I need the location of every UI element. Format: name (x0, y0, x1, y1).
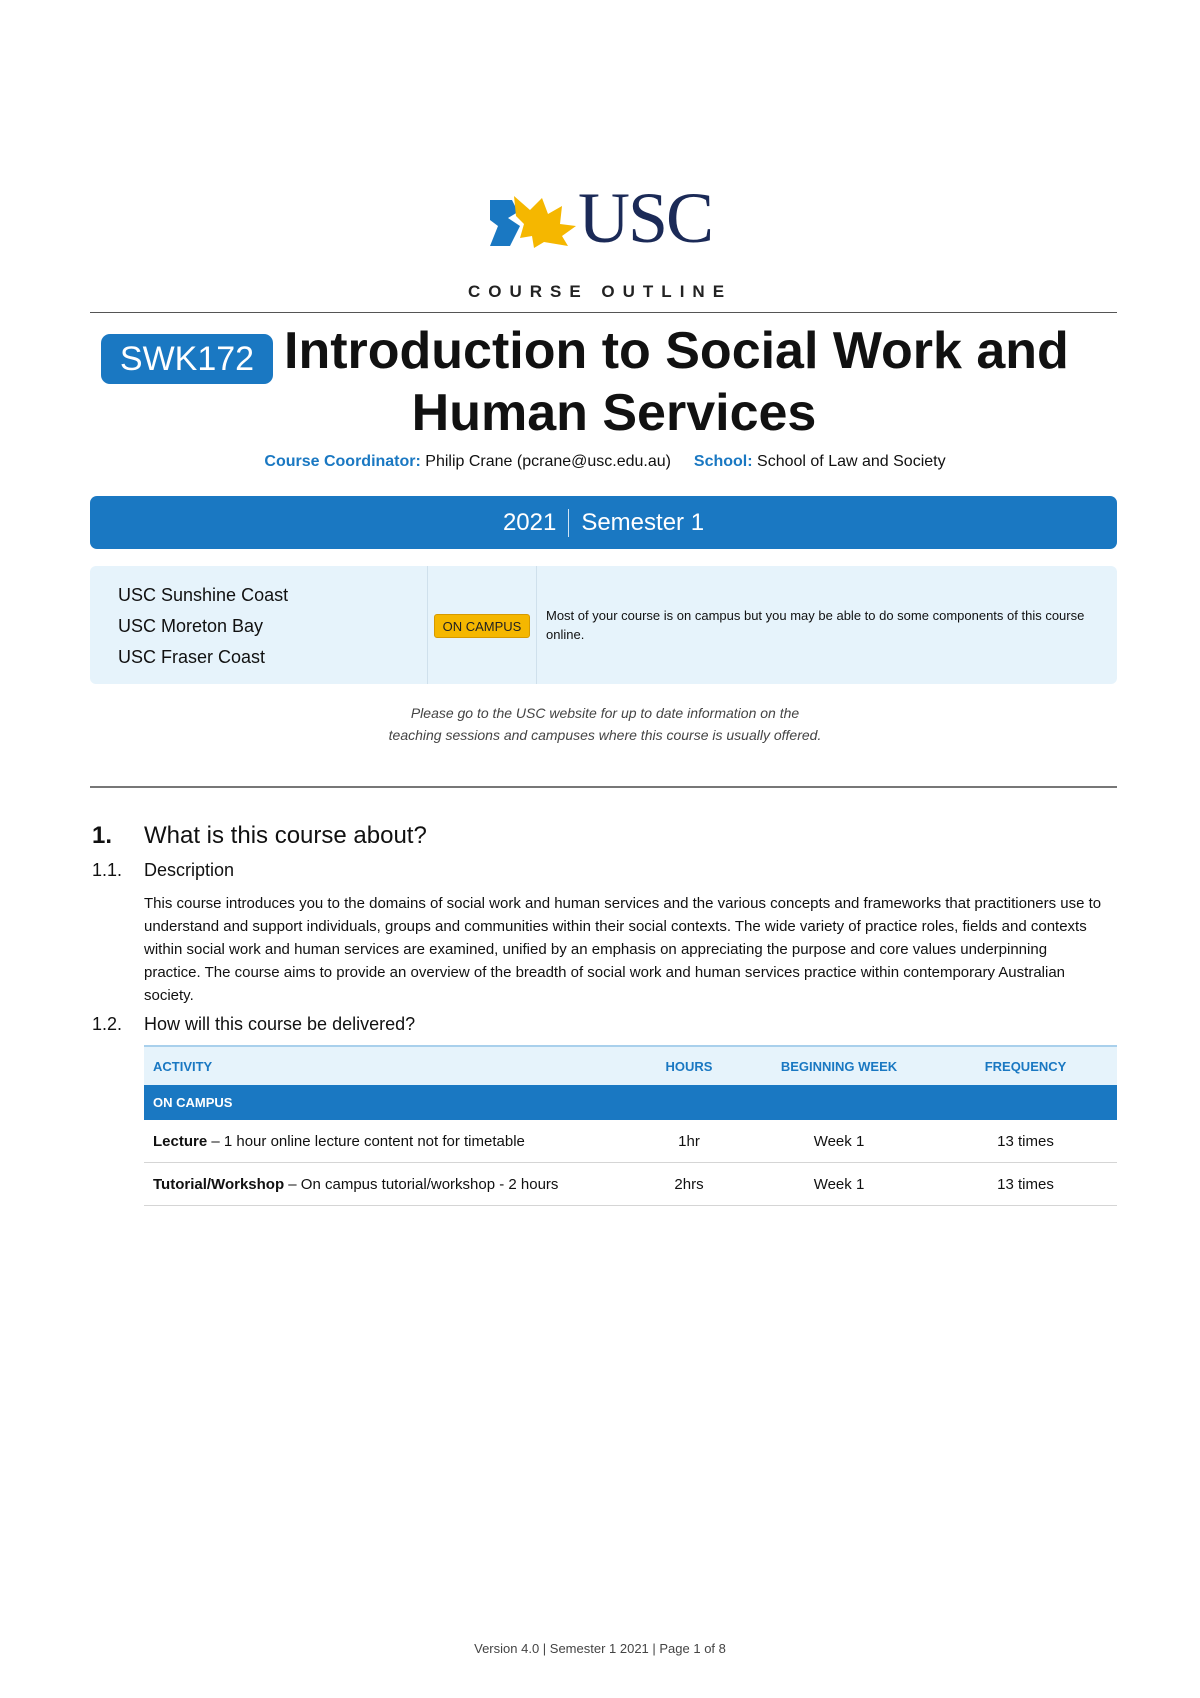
divider (427, 566, 428, 684)
school-value: School of Law and Society (757, 453, 946, 470)
on-campus-badge: ON CAMPUS (434, 614, 530, 638)
hours-cell: 2hrs (674, 1175, 704, 1193)
week-cell: Week 1 (813, 1175, 865, 1193)
website-note (0, 702, 1200, 746)
website-note-line2: teaching sessions and campuses where this course is usually offered. (388, 727, 822, 743)
campus-list (118, 580, 288, 673)
course-title (284, 320, 1134, 444)
activity-detail: – 1 hour online lecture content not for timetable (207, 1132, 525, 1150)
coordinator-value[interactable]: Philip Crane (pcrane@usc.edu.au) (425, 453, 671, 470)
section-number: 1. (92, 822, 113, 849)
hours-cell: 1hr (678, 1132, 700, 1150)
course-outline-label: COURSE OUTLINE (467, 282, 733, 301)
section-title: What is this course about? (144, 822, 427, 849)
table-group-row: ON CAMPUS (144, 1085, 1117, 1120)
divider (536, 566, 537, 684)
delivery-table (144, 1045, 1117, 1206)
table-row (144, 1163, 1117, 1206)
frequency-cell: 13 times (997, 1132, 1054, 1150)
campus-item: USC Moreton Bay (118, 616, 264, 636)
usc-logo-icon (490, 196, 578, 248)
table-header (144, 1045, 1117, 1085)
activity-cell (144, 1176, 634, 1193)
course-description: This course introduces you to the domains of social work and human services and the various concepts and frameworks that practitioners use to understand and support individuals, groups and communities within their social contexts. The wide variety of practice roles, fields and contexts within social work and human services are examined, unified by an emphasis on appreciating the purpose and core values underpinning practice. The course aims to provide an overview of the breadth of social work and human services practice within contemporary Australian society. (144, 895, 1102, 1004)
header-hours: HOURS (665, 1058, 713, 1074)
course-code-badge: SWK172 (101, 334, 273, 384)
subsection-number: 1.2. (92, 1014, 123, 1034)
week-cell: Week 1 (813, 1132, 865, 1150)
header-activity: ACTIVITY (153, 1058, 213, 1074)
campus-item: USC Fraser Coast (118, 647, 266, 667)
header-beginning-week: BEGINNING WEEK (780, 1058, 898, 1074)
frequency-cell: 13 times (997, 1175, 1054, 1193)
semester-term: Semester 1 (581, 508, 705, 536)
semester-year: 2021 (502, 508, 557, 536)
page-footer: Version 4.0 | Semester 1 2021 | Page 1 of 8 (474, 1641, 726, 1656)
divider (90, 786, 1117, 788)
activity-cell (144, 1133, 634, 1150)
divider (90, 312, 1117, 313)
course-title-line1: Introduction to Social Work and (284, 322, 1069, 380)
subsection-title: Description (144, 860, 235, 880)
coordinator-label: Course Coordinator: (264, 453, 421, 470)
campus-item: USC Sunshine Coast (118, 585, 289, 605)
subsection-heading (92, 860, 234, 881)
subsection-heading (92, 1014, 415, 1035)
delivery-mode-note: Most of your course is on campus but you may be able to do some components of this course online. (546, 608, 1085, 642)
usc-logo-text: USC (578, 178, 713, 258)
semester-bar (90, 496, 1117, 549)
semester-divider (568, 509, 569, 537)
subsection-title: How will this course be delivered? (144, 1014, 416, 1034)
subsection-number: 1.1. (92, 860, 123, 880)
usc-logo (490, 178, 720, 258)
section-heading (92, 822, 427, 850)
coordinator-line (0, 453, 1200, 471)
activity-name: Lecture (153, 1132, 208, 1150)
activity-name: Tutorial/Workshop (153, 1175, 285, 1193)
website-note-line1: Please go to the USC website for up to date information on the (410, 705, 800, 721)
course-title-line2: Human Services (411, 384, 817, 442)
school-label: School: (693, 453, 753, 470)
campus-box (90, 566, 1117, 684)
activity-detail: – On campus tutorial/workshop - 2 hours (284, 1175, 559, 1193)
table-row (144, 1120, 1117, 1163)
header-frequency: FREQUENCY (984, 1058, 1067, 1074)
